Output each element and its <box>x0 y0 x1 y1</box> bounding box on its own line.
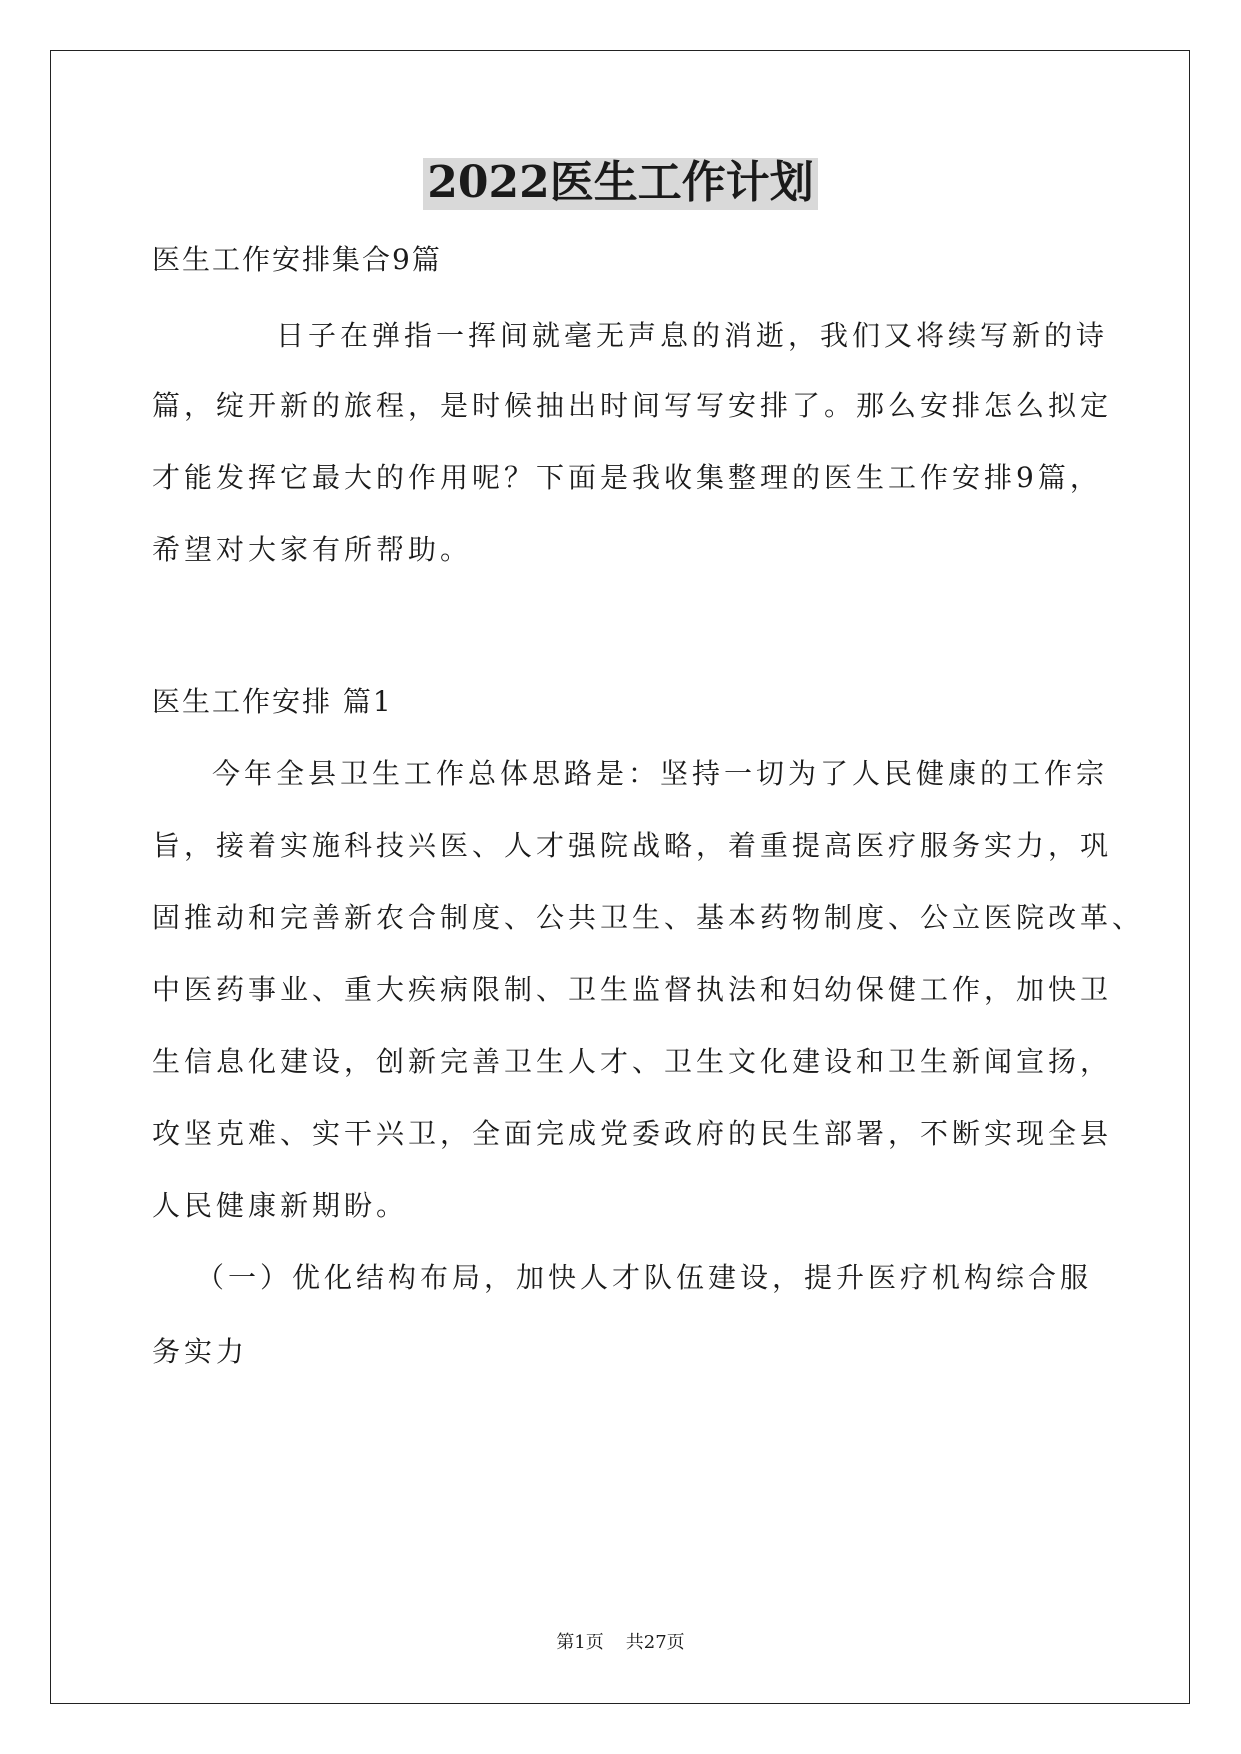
page-border <box>50 50 1190 1704</box>
intro-line-3: 才能发挥它最大的作用呢？下面是我收集整理的医生工作安排9篇， <box>152 461 1102 494</box>
subsection-line-1: （一）优化结构布局，加快人才队伍建设，提升医疗机构综合服 <box>196 1261 1093 1294</box>
body-line-6: 攻坚克难、实干兴卫，全面完成党委政府的民生部署，不断实现全县 <box>152 1117 1113 1150</box>
body-line-5: 生信息化建设，创新完善卫生人才、卫生文化建设和卫生新闻宣扬， <box>152 1045 1113 1078</box>
body-line-7: 人民健康新期盼。 <box>152 1189 409 1222</box>
section-heading: 医生工作安排 篇1 <box>152 685 393 718</box>
body-line-4: 中医药事业、重大疾病限制、卫生监督执法和妇幼保健工作，加快卫 <box>152 973 1113 1006</box>
intro-line-1: 日子在弹指一挥间就毫无声息的消逝，我们又将续写新的诗 <box>276 319 1109 352</box>
page-total: 共27页 <box>625 1632 685 1653</box>
body-line-1: 今年全县卫生工作总体思路是：坚持一切为了人民健康的工作宗 <box>212 757 1109 790</box>
intro-line-4: 希望对大家有所帮助。 <box>152 533 473 566</box>
body-line-3: 固推动和完善新农合制度、公共卫生、基本药物制度、公立医院改革、 <box>152 901 1145 934</box>
page-footer <box>0 1628 1241 1654</box>
document-title-text: 2022医生工作计划 <box>423 158 817 210</box>
document-title <box>0 158 1241 210</box>
document-subtitle: 医生工作安排集合9篇 <box>152 243 442 276</box>
intro-line-2: 篇，绽开新的旅程，是时候抽出时间写写安排了。那么安排怎么拟定 <box>152 389 1113 422</box>
body-line-2: 旨，接着实施科技兴医、人才强院战略，着重提高医疗服务实力，巩 <box>152 829 1113 862</box>
subsection-line-2: 务实力 <box>152 1335 249 1368</box>
page-number: 第1页 <box>556 1632 604 1653</box>
